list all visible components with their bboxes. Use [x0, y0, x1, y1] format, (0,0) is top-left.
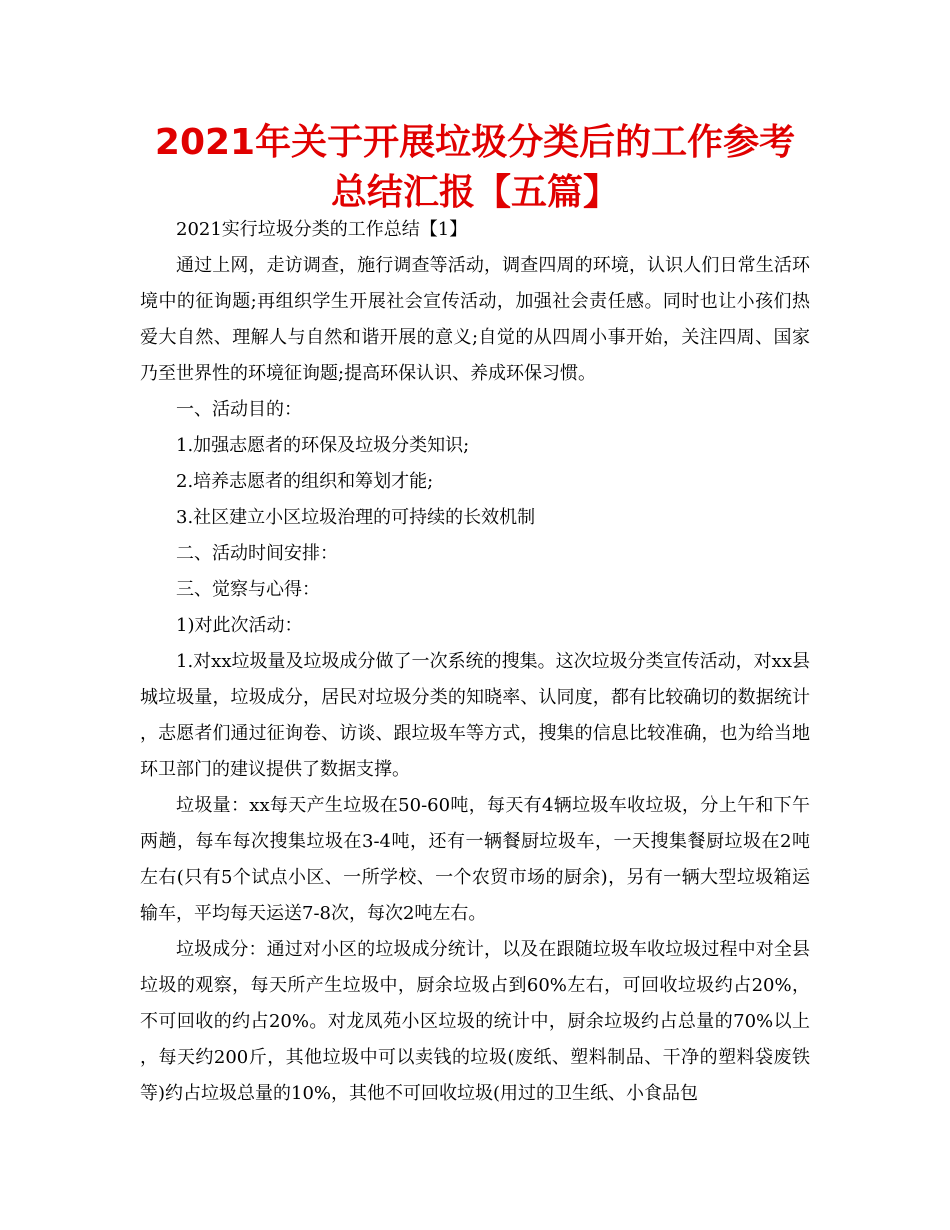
body-paragraph: 垃圾成分：通过对小区的垃圾成分统计，以及在跟随垃圾车收垃圾过程中对全县垃圾的观察，每天所产生垃圾中，厨余垃圾占到60%左右，可回收垃圾约占20%，不可回收的约占20%。对龙凤苑小区垃圾的统计中，厨余垃圾约占总量的70%以上，每天约200斤，其他垃圾中可以卖钱的垃圾(废纸、塑料制品、干净的塑料袋废铁等)约占垃圾总量的10%，其他不可回收垃圾(用过的卫生纸、小食品包: [140, 939, 810, 1104]
section-heading: 2021实行垃圾分类的工作总结【1】: [176, 219, 468, 240]
list-item: 2.培养志愿者的组织和筹划才能;: [176, 471, 434, 492]
section-heading: 一、活动目的：: [176, 399, 302, 420]
document-title: 2021年关于开展垃圾分类后的工作参考总结汇报【五篇】: [154, 122, 796, 213]
intro-paragraph: 通过上网，走访调查，施行调查等活动，调查四周的环境，认识人们日常生活环境中的征询题;再组织学生开展社会宣传活动，加强社会责任感。同时也让小孩们热爱大自然、理解人与自然和谐开展的意义;自觉的从四周小事开始，关注四周、国家乃至世界性的环境征询题;提高环保认识、养成环保习惯。: [140, 255, 810, 384]
subsection-heading: 1)对此次活动：: [176, 615, 303, 636]
list-item: 3.社区建立小区垃圾治理的可持续的长效机制: [176, 507, 536, 528]
document-body: [140, 212, 810, 1112]
section-heading: 二、活动时间安排：: [176, 543, 338, 564]
body-paragraph: 垃圾量：xx每天产生垃圾在50-60吨，每天有4辆垃圾车收垃圾，分上午和下午两趟，每车每次搜集垃圾在3-4吨，还有一辆餐厨垃圾车，一天搜集餐厨垃圾在2吨左右(只有5个试点小区、一所学校、一个农贸市场的厨余)，另有一辆大型垃圾箱运输车，平均每天运送7-8次，每次2吨左右。: [140, 795, 810, 924]
body-paragraph: 1.对xx垃圾量及垃圾成分做了一次系统的搜集。这次垃圾分类宣传活动，对xx县城垃圾量，垃圾成分，居民对垃圾分类的知晓率、认同度，都有比较确切的数据统计，志愿者们通过征询卷、访谈、跟垃圾车等方式，搜集的信息比较准确，也为给当地环卫部门的建议提供了数据支撑。: [140, 651, 810, 780]
section-heading: 三、觉察与心得：: [176, 579, 320, 600]
list-item: 1.加强志愿者的环保及垃圾分类知识;: [176, 435, 470, 456]
